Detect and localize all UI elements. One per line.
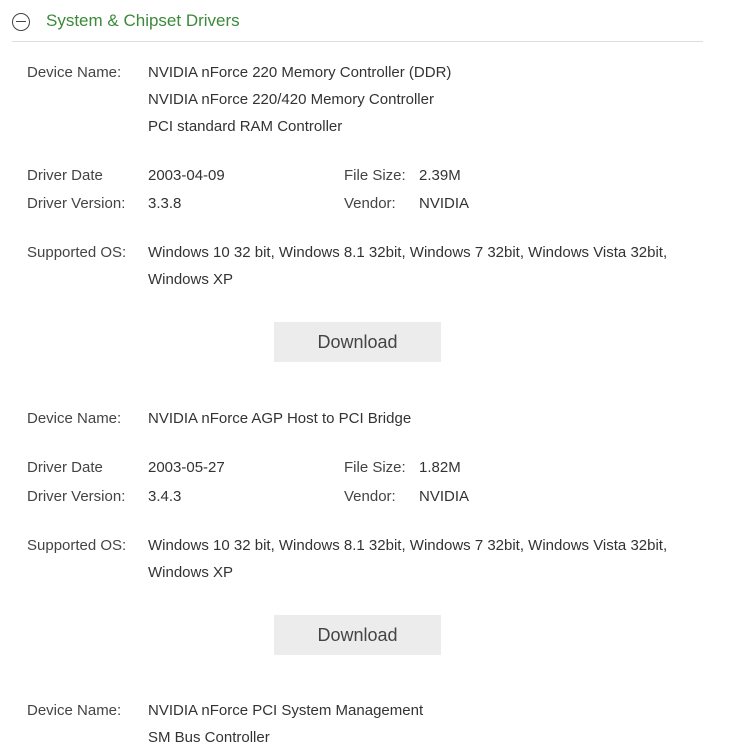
device-name-value: NVIDIA nForce 220/420 Memory Controller <box>148 91 434 108</box>
supported-os-value: Windows 10 32 bit, Windows 8.1 32bit, Windows 7 32bit, Windows Vista 32bit, Windows XP <box>148 537 668 581</box>
file-size-label: File Size: <box>344 167 406 184</box>
driver-date-label: Driver Date <box>27 167 103 184</box>
device-name-label: Device Name: <box>27 64 122 81</box>
download-button[interactable]: Download <box>274 322 441 362</box>
file-size-value: 2.39M <box>419 167 461 184</box>
device-name-value: NVIDIA nForce AGP Host to PCI Bridge <box>148 410 412 427</box>
device-name-list <box>148 697 423 751</box>
vendor-value: NVIDIA <box>419 488 470 505</box>
driver-version-value: 3.3.8 <box>148 195 182 212</box>
device-name-value: NVIDIA nForce PCI System Management <box>148 702 424 719</box>
device-name-list <box>148 59 451 140</box>
device-name-label: Device Name: <box>27 410 122 427</box>
driver-version-label: Driver Version: <box>27 488 126 505</box>
vendor-label: Vendor: <box>344 488 396 505</box>
device-name-label: Device Name: <box>27 702 122 719</box>
vendor-label: Vendor: <box>344 195 396 212</box>
device-name-list <box>148 405 411 432</box>
vendor-value: NVIDIA <box>419 195 470 212</box>
section-header-system-chipset[interactable] <box>12 9 703 42</box>
download-button[interactable]: Download <box>274 615 441 655</box>
driver-version-label: Driver Version: <box>27 195 126 212</box>
device-name-value: SM Bus Controller <box>148 729 270 746</box>
driver-date-label: Driver Date <box>27 459 103 476</box>
file-size-value: 1.82M <box>419 459 461 476</box>
device-name-value: NVIDIA nForce 220 Memory Controller (DDR) <box>148 64 452 81</box>
supported-os-label: Supported OS: <box>27 244 127 261</box>
driver-date-value: 2003-05-27 <box>148 459 225 476</box>
supported-os-label: Supported OS: <box>27 537 127 554</box>
file-size-label: File Size: <box>344 459 406 476</box>
driver-version-value: 3.4.3 <box>148 488 182 505</box>
supported-os-value: Windows 10 32 bit, Windows 8.1 32bit, Windows 7 32bit, Windows Vista 32bit, Windows XP <box>148 244 668 288</box>
driver-date-value: 2003-04-09 <box>148 167 225 184</box>
section-title: System & Chipset Drivers <box>46 11 240 30</box>
device-name-value: PCI standard RAM Controller <box>148 118 343 135</box>
collapse-minus-icon[interactable] <box>12 13 30 31</box>
